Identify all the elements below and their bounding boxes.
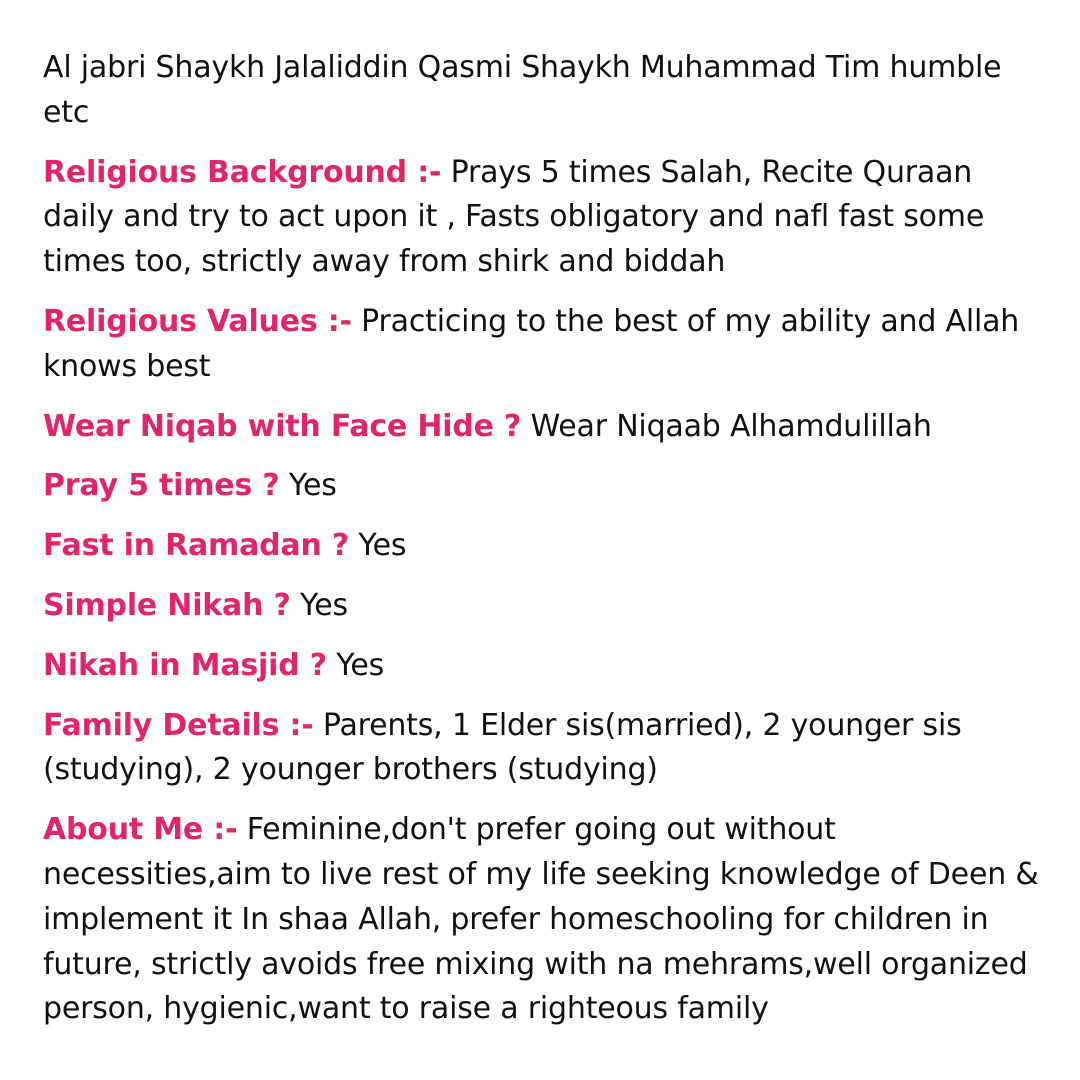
religious-values-row [43, 300, 1043, 390]
nikah-masjid-value: Yes [336, 647, 385, 683]
simple-nikah-row [43, 584, 1043, 629]
religious-values-value: Practicing to the best of my ability and Allah knows best [43, 303, 1020, 384]
niqab-value: Wear Niqaab Alhamdulillah [530, 408, 932, 444]
niqab-label: Wear Niqab with Face Hide ? [43, 408, 522, 444]
fast-row [43, 524, 1043, 569]
intro-value: Al jabri Shaykh Jalaliddin Qasmi Shaykh Muhammad Tim humble etc [43, 50, 1002, 130]
religious-background-row [43, 151, 1043, 285]
niqab-row [43, 405, 1043, 450]
pray-row [43, 464, 1043, 509]
simple-nikah-value: Yes [300, 587, 348, 623]
family-details-row [43, 704, 1043, 794]
about-me-label: About Me :- [43, 812, 238, 848]
family-details-label: Family Details :- [43, 707, 314, 743]
family-details-value: Parents, 1 Elder sis(married), 2 younger sis (studying), 2 younger brothers (studying) [43, 707, 962, 788]
religious-values-label: Religious Values :- [43, 303, 352, 339]
religious-background-value: Prays 5 times Salah, Recite Quraan daily and try to act upon it , Fasts obligatory and nafl fast some times too, strictly away from shirk and biddah [43, 154, 985, 280]
nikah-masjid-row [43, 644, 1043, 689]
nikah-masjid-label: Nikah in Masjid ? [43, 647, 327, 683]
about-me-value: Feminine,don't prefer going out without necessities,aim to live rest of my life seeking knowledge of Deen & implement it In shaa Allah, prefer homeschooling for children in future, strictly avoids free mixing with na mehrams,well organized person, hygienic,want to raise a righteous family [43, 812, 1039, 1027]
fast-value: Yes [358, 528, 407, 564]
religious-background-label: Religious Background :- [43, 154, 442, 190]
simple-nikah-label: Simple Nikah ? [43, 587, 291, 623]
pray-label: Pray 5 times ? [43, 468, 280, 504]
profile-text-page [43, 46, 1043, 1047]
about-me-row [43, 808, 1043, 1032]
fast-label: Fast in Ramadan ? [43, 528, 350, 564]
pray-value: Yes [288, 468, 337, 504]
intro-text [43, 46, 1043, 136]
